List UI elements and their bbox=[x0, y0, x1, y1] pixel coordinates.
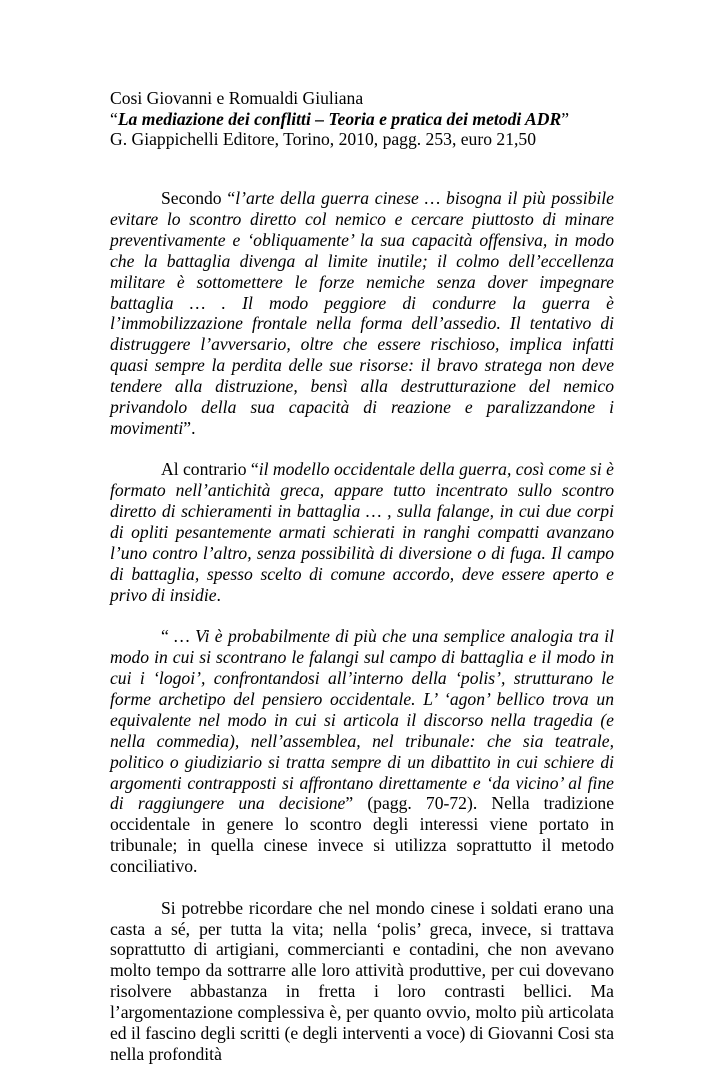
book-title: La mediazione dei conflitti – Teoria e pratica dei metodi ADR bbox=[117, 108, 562, 129]
paragraph-quotation: l’arte della guerra cinese … bisogna il più possibile evitare lo scontro diretto col nemico e cercare piuttosto di minare preventivamente e ‘obliquamente’ la sua capacità offensiva, in modo che la battaglia divenga al limite inutile; il colmo dell’eccellenza militare è sottomettere le forze nemiche senza dover impegnare battaglia … . Il modo peggiore di condurre la guerra è l’immobilizzazione frontale nella forma dell’assedio. Il tentativo di distruggere l’avversario, oltre che essere rischioso, implica infatti quasi sempre la perdita delle sue risorse: il bravo stratega non deve tendere alla distruzione, bensì alla destrutturazione del nemico privandolo della sua capacità di reazione e paralizzandone i movimenti bbox=[110, 188, 614, 438]
body-paragraph bbox=[110, 626, 614, 877]
book-authors: Cosi Giovanni e Romualdi Giuliana bbox=[110, 88, 364, 108]
body-paragraph bbox=[110, 898, 614, 1065]
book-title-line bbox=[110, 109, 620, 130]
body-paragraph bbox=[110, 459, 614, 605]
paragraph-quotation: … Vi è probabilmente di più che una semplice analogia tra il modo in cui si scontrano le falangi sul campo di battaglia e il modo in cui i ‘logoi’, confrontandosi all’interno della ‘polis’, strutturano le forme archetipo del pensiero occidentale. L’ ‘agon’ bellico trova un equivalente nel modo in cui si articola il discorso nella tragedia (e nella commedia), nell’assemblea, nel tribunale: che sia teatrale, politico o giudiziario si tratta sempre di un dibattito in cui schiere di argomenti contrapposti si affrontano direttamente e ‘da vicino’ al fine di raggiungere una decisione bbox=[110, 626, 614, 814]
paragraph-lead: Si potrebbe ricordare che nel mondo cinese i soldati erano una casta a sé, per tutta la vita; nella ‘polis’ greca, invece, si trattava soprattutto di artigiani, commercianti e contadini, che non avevano molto tempo da sottrarre alle loro attività produttive, per cui dovevano risolvere abbastanza in fretta i loro contrasti bellici. Ma l’argomentazione complessiva è, per quanto ovvio, molto più articolata ed il fascino degli scritti (e degli interventi a voce) di Giovanni Cosi sta nella profondità bbox=[110, 897, 614, 1064]
paragraph-lead: Al contrario “ bbox=[161, 459, 259, 480]
paragraph-tail: . bbox=[216, 584, 221, 605]
paragraph-lead: Secondo “ bbox=[161, 188, 236, 208]
book-publication-details: G. Giappichelli Editore, Torino, 2010, pagg. 253, euro 21,50 bbox=[110, 129, 536, 150]
paragraph-tail: ”. bbox=[183, 417, 196, 438]
review-body bbox=[110, 188, 614, 1085]
body-paragraph bbox=[110, 188, 614, 439]
paragraph-tail: ” (pagg. 70-72). Nella tradizione occidentale in genere lo scontro degli interessi viene portato in tribunale; in quella cinese invece si utilizza soprattutto il metodo conciliativo. bbox=[110, 793, 615, 877]
title-open-quote: “ bbox=[110, 108, 118, 129]
book-reference-header bbox=[110, 88, 620, 150]
paragraph-lead: “ bbox=[161, 626, 175, 647]
paragraph-quotation: il modello occidentale della guerra, così come si è formato nell’antichità greca, appare tutto incentrato sullo scontro diretto di schieramenti in battaglia … , sulla falange, in cui due corpi di opliti pesantemente armati schierati in ranghi compatti avanzano l’uno contro l’altro, senza possibilità di diversione o di fuga. Il campo di battaglia, spesso scelto di comune accordo, deve essere aperto e privo di insidie bbox=[110, 459, 614, 605]
title-close-quote: ” bbox=[561, 108, 570, 129]
